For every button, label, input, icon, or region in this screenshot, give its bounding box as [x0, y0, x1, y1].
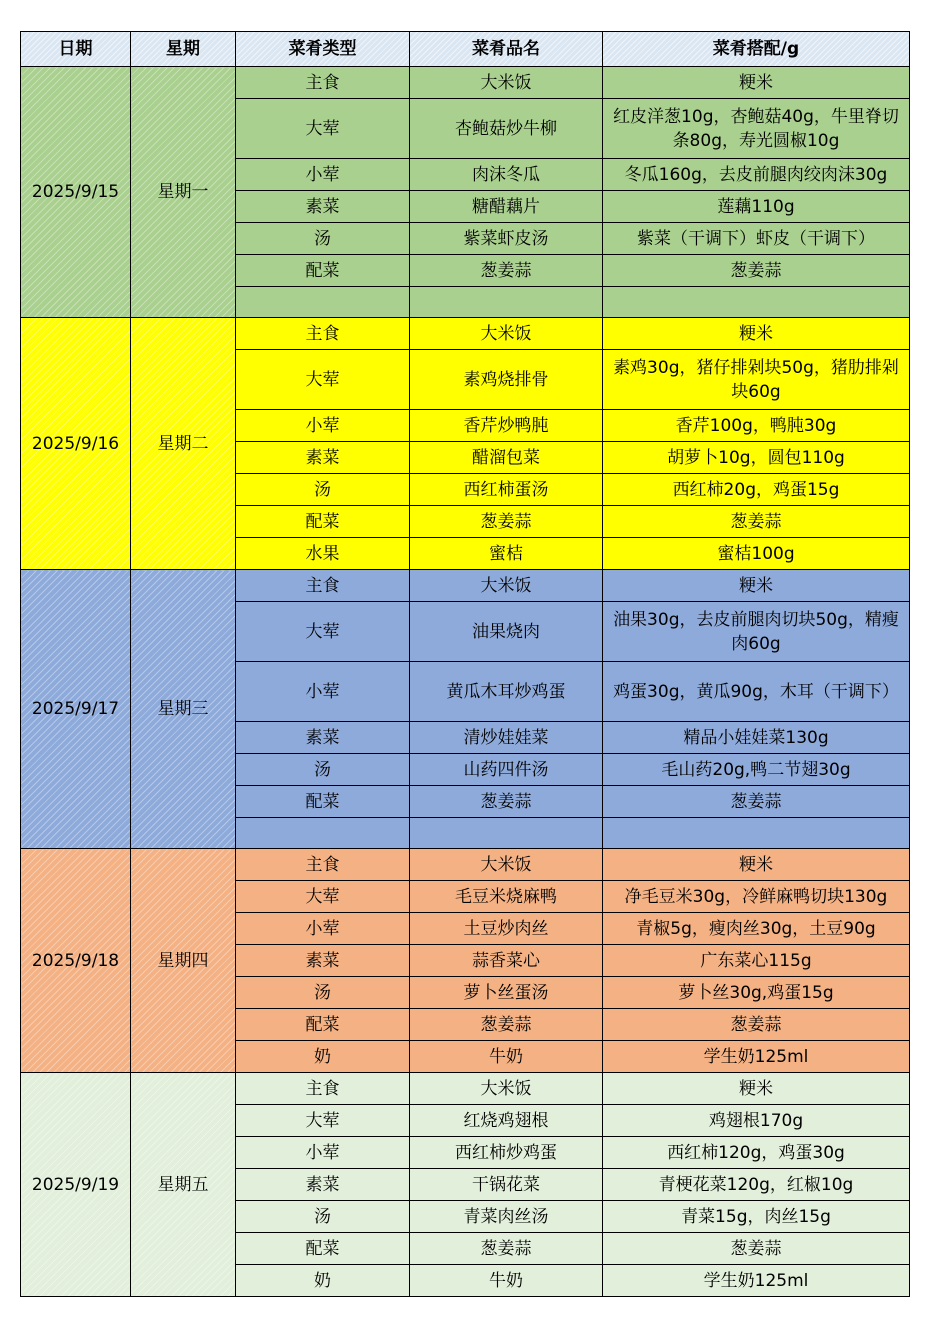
dish-name-cell: 干锅花菜: [410, 1169, 603, 1201]
dish-type-cell: 配菜: [236, 255, 410, 287]
dish-type-cell: 素菜: [236, 191, 410, 223]
dish-name-cell: 牛奶: [410, 1265, 603, 1297]
ingredients-cell: 西红柿120g，鸡蛋30g: [603, 1137, 910, 1169]
table-row: [21, 318, 910, 350]
dish-name-cell: 葱姜蒜: [410, 1009, 603, 1041]
dish-type-cell: 汤: [236, 977, 410, 1009]
ingredients-cell: 粳米: [603, 570, 910, 602]
dish-type-cell: 主食: [236, 570, 410, 602]
dish-type-cell: 主食: [236, 849, 410, 881]
date-cell: 2025/9/19: [21, 1073, 131, 1297]
dish-name-cell: 糖醋藕片: [410, 191, 603, 223]
dish-name-cell: 素鸡烧排骨: [410, 350, 603, 410]
dish-type-cell: 素菜: [236, 442, 410, 474]
dish-name-cell: 蒜香菜心: [410, 945, 603, 977]
dish-name-cell: 大米饭: [410, 67, 603, 99]
date-cell: 2025/9/16: [21, 318, 131, 570]
table-row: [21, 1073, 910, 1105]
ingredients-cell: 莲藕110g: [603, 191, 910, 223]
dish-type-cell: 大荤: [236, 350, 410, 410]
dish-type-cell: 主食: [236, 1073, 410, 1105]
ingredients-cell: 青梗花菜120g，红椒10g: [603, 1169, 910, 1201]
dish-name-cell: [410, 287, 603, 318]
weekday-cell: 星期一: [131, 67, 236, 318]
dish-name-cell: [410, 818, 603, 849]
date-cell: 2025/9/15: [21, 67, 131, 318]
dish-name-cell: 萝卜丝蛋汤: [410, 977, 603, 1009]
table-row: [21, 570, 910, 602]
ingredients-cell: 葱姜蒜: [603, 255, 910, 287]
dish-type-cell: 汤: [236, 223, 410, 255]
header-dish-name: 菜肴品名: [410, 32, 603, 67]
dish-type-cell: 奶: [236, 1041, 410, 1073]
date-cell: 2025/9/17: [21, 570, 131, 849]
day-group: [21, 1073, 910, 1297]
header-ingredients: 菜肴搭配/g: [603, 32, 910, 67]
dish-type-cell: 配菜: [236, 1233, 410, 1265]
ingredients-cell: 粳米: [603, 318, 910, 350]
ingredients-cell: 粳米: [603, 67, 910, 99]
dish-name-cell: 油果烧肉: [410, 602, 603, 662]
dish-name-cell: 紫菜虾皮汤: [410, 223, 603, 255]
weekday-cell: 星期四: [131, 849, 236, 1073]
dish-type-cell: 素菜: [236, 1169, 410, 1201]
dish-type-cell: 汤: [236, 1201, 410, 1233]
dish-name-cell: 西红柿炒鸡蛋: [410, 1137, 603, 1169]
dish-type-cell: 大荤: [236, 1105, 410, 1137]
day-group: [21, 849, 910, 1073]
ingredients-cell: 学生奶125ml: [603, 1041, 910, 1073]
dish-type-cell: 主食: [236, 67, 410, 99]
ingredients-cell: 红皮洋葱10g，杏鲍菇40g，牛里脊切条80g，寿光圆椒10g: [603, 99, 910, 159]
dish-name-cell: 毛豆米烧麻鸭: [410, 881, 603, 913]
dish-type-cell: 汤: [236, 754, 410, 786]
dish-type-cell: 小荤: [236, 410, 410, 442]
dish-type-cell: 配菜: [236, 506, 410, 538]
dish-name-cell: 青菜肉丝汤: [410, 1201, 603, 1233]
day-group: [21, 318, 910, 570]
ingredients-cell: 学生奶125ml: [603, 1265, 910, 1297]
ingredients-cell: 鸡翅根170g: [603, 1105, 910, 1137]
dish-type-cell: 大荤: [236, 99, 410, 159]
dish-type-cell: 素菜: [236, 722, 410, 754]
day-group: [21, 570, 910, 849]
dish-type-cell: 素菜: [236, 945, 410, 977]
dish-name-cell: 大米饭: [410, 318, 603, 350]
date-cell: 2025/9/18: [21, 849, 131, 1073]
dish-type-cell: [236, 287, 410, 318]
weekday-cell: 星期三: [131, 570, 236, 849]
ingredients-cell: 青菜15g，肉丝15g: [603, 1201, 910, 1233]
dish-type-cell: 小荤: [236, 159, 410, 191]
dish-name-cell: 葱姜蒜: [410, 1233, 603, 1265]
ingredients-cell: 葱姜蒜: [603, 786, 910, 818]
weekly-menu-table: [20, 31, 910, 1297]
ingredients-cell: [603, 287, 910, 318]
dish-type-cell: [236, 818, 410, 849]
dish-name-cell: 黄瓜木耳炒鸡蛋: [410, 662, 603, 722]
dish-type-cell: 小荤: [236, 1137, 410, 1169]
ingredients-cell: 葱姜蒜: [603, 506, 910, 538]
day-group: [21, 67, 910, 318]
header-dish-type: 菜肴类型: [236, 32, 410, 67]
ingredients-cell: 冬瓜160g，去皮前腿肉绞肉沫30g: [603, 159, 910, 191]
weekday-cell: 星期二: [131, 318, 236, 570]
dish-type-cell: 奶: [236, 1265, 410, 1297]
ingredients-cell: 胡萝卜10g，圆包110g: [603, 442, 910, 474]
dish-name-cell: 山药四件汤: [410, 754, 603, 786]
dish-name-cell: 葱姜蒜: [410, 255, 603, 287]
ingredients-cell: [603, 818, 910, 849]
ingredients-cell: 粳米: [603, 1073, 910, 1105]
dish-name-cell: 醋溜包菜: [410, 442, 603, 474]
weekday-cell: 星期五: [131, 1073, 236, 1297]
dish-name-cell: 大米饭: [410, 849, 603, 881]
ingredients-cell: 广东菜心115g: [603, 945, 910, 977]
table-row: [21, 849, 910, 881]
dish-name-cell: 葱姜蒜: [410, 506, 603, 538]
dish-name-cell: 大米饭: [410, 1073, 603, 1105]
dish-name-cell: 清炒娃娃菜: [410, 722, 603, 754]
ingredients-cell: 素鸡30g，猪仔排剁块50g，猪肋排剁块60g: [603, 350, 910, 410]
dish-name-cell: 杏鲍菇炒牛柳: [410, 99, 603, 159]
dish-type-cell: 水果: [236, 538, 410, 570]
dish-name-cell: 牛奶: [410, 1041, 603, 1073]
ingredients-cell: 葱姜蒜: [603, 1009, 910, 1041]
dish-name-cell: 大米饭: [410, 570, 603, 602]
dish-name-cell: 蜜桔: [410, 538, 603, 570]
dish-name-cell: 肉沫冬瓜: [410, 159, 603, 191]
ingredients-cell: 蜜桔100g: [603, 538, 910, 570]
dish-type-cell: 配菜: [236, 786, 410, 818]
dish-name-cell: 红烧鸡翅根: [410, 1105, 603, 1137]
dish-name-cell: 土豆炒肉丝: [410, 913, 603, 945]
header-date: 日期: [21, 32, 131, 67]
dish-name-cell: 西红柿蛋汤: [410, 474, 603, 506]
dish-type-cell: 大荤: [236, 602, 410, 662]
dish-type-cell: 小荤: [236, 913, 410, 945]
table-row: [21, 67, 910, 99]
ingredients-cell: 精品小娃娃菜130g: [603, 722, 910, 754]
ingredients-cell: 鸡蛋30g，黄瓜90g，木耳（干调下）: [603, 662, 910, 722]
ingredients-cell: 西红柿20g，鸡蛋15g: [603, 474, 910, 506]
dish-name-cell: 香芹炒鸭肫: [410, 410, 603, 442]
dish-type-cell: 大荤: [236, 881, 410, 913]
ingredients-cell: 油果30g，去皮前腿肉切块50g，精瘦肉60g: [603, 602, 910, 662]
header-weekday: 星期: [131, 32, 236, 67]
ingredients-cell: 毛山药20g,鸭二节翅30g: [603, 754, 910, 786]
dish-name-cell: 葱姜蒜: [410, 786, 603, 818]
dish-type-cell: 配菜: [236, 1009, 410, 1041]
ingredients-cell: 紫菜（干调下）虾皮（干调下）: [603, 223, 910, 255]
ingredients-cell: 青椒5g，瘦肉丝30g，土豆90g: [603, 913, 910, 945]
dish-type-cell: 汤: [236, 474, 410, 506]
ingredients-cell: 香芹100g，鸭肫30g: [603, 410, 910, 442]
ingredients-cell: 粳米: [603, 849, 910, 881]
dish-type-cell: 主食: [236, 318, 410, 350]
ingredients-cell: 葱姜蒜: [603, 1233, 910, 1265]
ingredients-cell: 净毛豆米30g，冷鲜麻鸭切块130g: [603, 881, 910, 913]
dish-type-cell: 小荤: [236, 662, 410, 722]
ingredients-cell: 萝卜丝30g,鸡蛋15g: [603, 977, 910, 1009]
